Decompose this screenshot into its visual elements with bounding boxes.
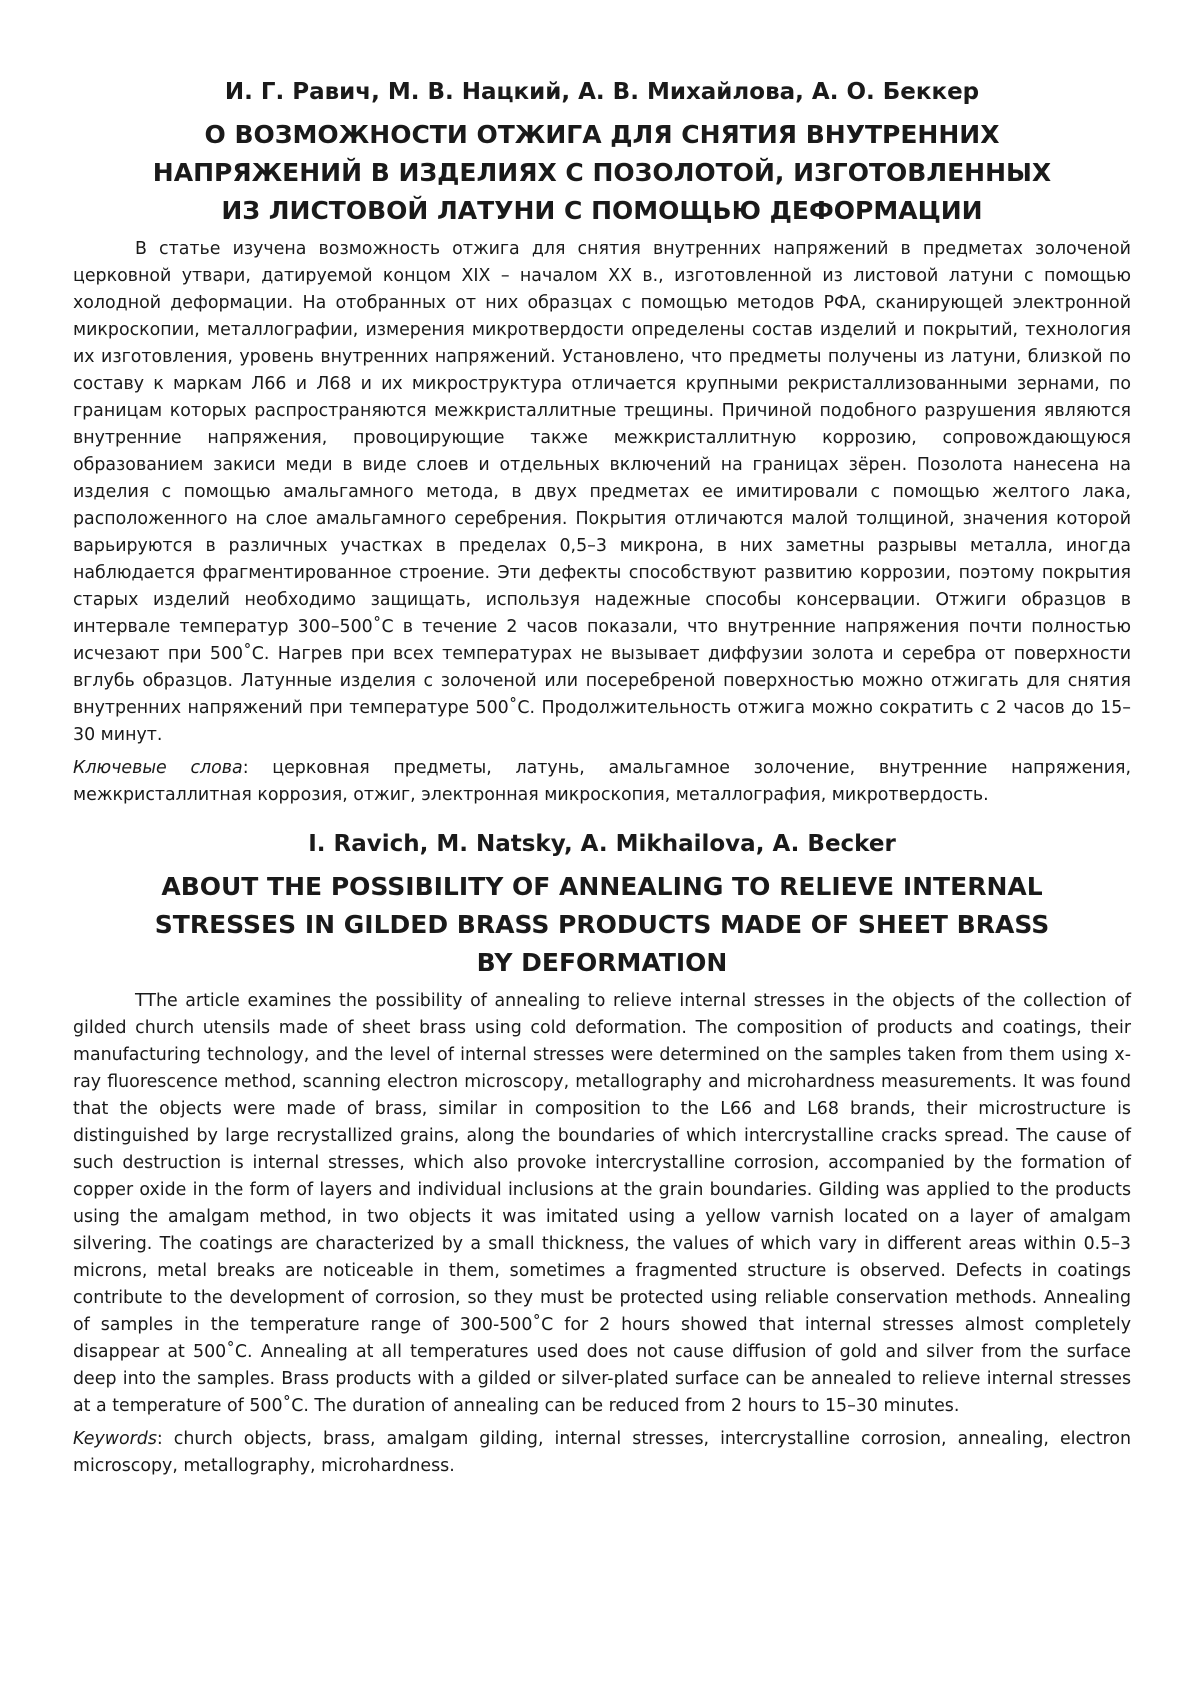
- ru-abstract: В статье изучена возможность отжига для снятия внутренних напряжений в предметах золоченой церковной утвари, датируемой концом XIX – началом XX в., изготовленной из листовой латуни с помощью холодной деформации. На отобранных от них образцах с помощью методов РФА, сканирующей электронной микроскопии, металлографии, измерения микротвердости определены состав изделий и покрытий, технология их изготовления, уровень внутренних напряжений. Установлено, что предметы получены из латуни, близкой по составу к маркам Л66 и Л68 и их микроструктура отличается крупными рекристаллизованными зернами, по границам которых распространяются межкристаллитные трещины. Причиной подобного разрушения являются внутренние напряжения, провоцирующие также межкристаллитную коррозию, сопровождающуюся образованием закиси меди в виде слоев и отдельных включений на границах зёрен. Позолота нанесена на изделия с помощью амальгамного метода, в двух предметах ее имитировали с помощью желтого лака, расположенного на слое амальгамного серебрения. Покрытия отличаются малой толщиной, значения которой варьируются в различных участках в пределах 0,5–3 микрона, в них заметны разрывы металла, иногда наблюдается фрагментированное строение. Эти дефекты способствуют развитию коррозии, поэтому покрытия старых изделий необходимо защищать, используя надежные способы консервации. Отжиги образцов в интервале температур 300–500˚С в течение 2 часов показали, что внутренние напряжения почти полностью исчезают при 500˚С. Нагрев при всех температурах не вызывает диффузии золота и серебра от поверхности вглубь образцов. Латунные изделия с золоченой или посеребреной поверхностью можно отжигать для снятия внутренних напряжений при температуре 500˚С. Продолжительность отжига можно сократить с 2 часов до 15–30 минут.: [73, 239, 1131, 745]
- ru-title-line: ИЗ ЛИСТОВОЙ ЛАТУНИ С ПОМОЩЬЮ ДЕФОРМАЦИИ: [221, 196, 983, 225]
- ru-title-line: НАПРЯЖЕНИЙ В ИЗДЕЛИЯХ С ПОЗОЛОТОЙ, ИЗГОТОВЛЕННЫХ: [152, 158, 1052, 187]
- en-keywords-label: Keywords: [73, 1429, 157, 1449]
- en-title-line: ABOUT THE POSSIBILITY OF ANNEALING TO RELIEVE INTERNAL: [161, 872, 1043, 901]
- en-title-line: BY DEFORMATION: [476, 948, 728, 977]
- ru-authors: И. Г. Равич, М. В. Нацкий, А. В. Михайлова, А. О. Беккер: [224, 79, 980, 105]
- ru-keywords: [73, 755, 1131, 809]
- ru-keywords-label: Ключевые слова: [73, 758, 243, 778]
- ru-title-line: О ВОЗМОЖНОСТИ ОТЖИГА ДЛЯ СНЯТИЯ ВНУТРЕННИХ: [204, 120, 1000, 149]
- russian-section: [73, 78, 1131, 809]
- en-keywords-text: : church objects, brass, amalgam gilding, internal stresses, intercrystalline corrosion, annealing, electron microscopy, metallography, microhardness.: [73, 1429, 1131, 1476]
- ru-title: [73, 116, 1131, 230]
- en-title-line: STRESSES IN GILDED BRASS PRODUCTS MADE OF SHEET BRASS: [154, 910, 1050, 939]
- en-abstract: TThe article examines the possibility of annealing to relieve internal stresses in the objects of the collection of gilded church utensils made of sheet brass using cold deformation. The composition of products and coatings, their manufacturing technology, and the level of internal stresses were determined on the samples taken from them using x-ray fluorescence method, scanning electron microscopy, metallography and microhardness measurements. It was found that the objects were made of brass, similar in composition to the L66 and L68 brands, their microstructure is distinguished by large recrystallized grains, along the boundaries of which intercrystalline cracks spread. The cause of such destruction is internal stresses, which also provoke intercrystalline corrosion, accompanied by the formation of copper oxide in the form of layers and individual inclusions at the grain boundaries. Gilding was applied to the products using the amalgam method, in two objects it was imitated using a yellow varnish located on a layer of amalgam silvering. The coatings are characterized by a small thickness, the values of which vary in different areas within 0.5–3 microns, metal breaks are noticeable in them, sometimes a fragmented structure is observed. Defects in coatings contribute to the development of corrosion, so they must be protected using reliable conservation methods. Annealing of samples in the temperature range of 300-500˚С for 2 hours showed that internal stresses almost completely disappear at 500˚С. Annealing at all temperatures used does not cause diffusion of gold and silver from the surface deep into the samples. Brass products with a gilded or silver-plated surface can be annealed to relieve internal stresses at a temperature of 500˚С. The duration of annealing can be reduced from 2 hours to 15–30 minutes.: [73, 991, 1131, 1416]
- english-section: [73, 830, 1131, 1480]
- en-keywords: [73, 1426, 1131, 1480]
- en-authors: I. Ravich, M. Natsky, A. Mikhailova, A. Becker: [308, 831, 896, 857]
- ru-keywords-text: : церковная предметы, латунь, амальгамное золочение, внутренние напряжения, межкристаллитная коррозия, отжиг, электронная микроскопия, металлография, микротвердость.: [73, 758, 1131, 805]
- en-title: [73, 868, 1131, 982]
